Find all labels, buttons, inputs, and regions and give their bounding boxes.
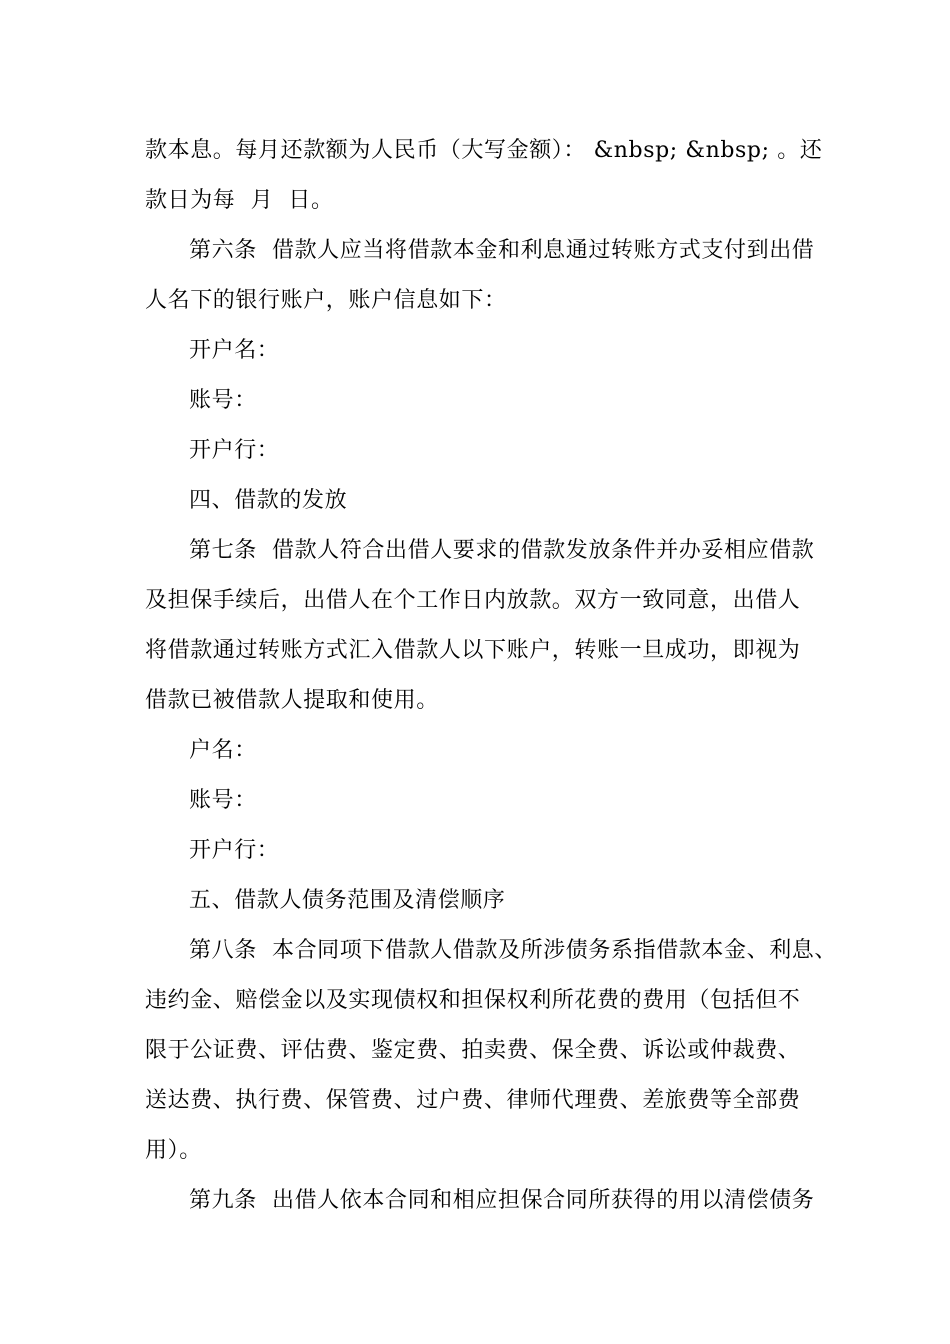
section-4-heading: 四、借款的发放 (189, 488, 348, 513)
text-line-repayment-date: 款日为每 月 日。 (145, 188, 334, 213)
article-7-paragraph-line-2: 及担保手续后，出借人在个工作日内放款。双方一致同意，出借人 (145, 588, 801, 613)
article-8-paragraph-line-3: 限于公证费、评估费、鉴定费、拍卖费、保全费、诉讼或仲裁费、 (145, 1038, 801, 1063)
article-9-paragraph: 第九条 出借人依本合同和相应担保合同所获得的用以清偿债务 (189, 1188, 815, 1213)
section-5-heading: 五、借款人债务范围及清偿顺序 (189, 888, 506, 913)
article-7-paragraph: 第七条 借款人符合出借人要求的借款发放条件并办妥相应借款 (189, 538, 815, 563)
article-8-paragraph: 第八条 本合同项下借款人借款及所涉债务系指借款本金、利息、 (189, 938, 837, 963)
field-bank-label-2: 开户行： (189, 838, 280, 863)
text-line-repayment-amount: 款本息。每月还款额为人民币（大写金额）： &nbsp; &nbsp; 。还 (145, 138, 823, 163)
field-bank-label: 开户行： (189, 438, 280, 463)
article-8-paragraph-line-2: 违约金、赔偿金以及实现债权和担保权利所花费的费用（包括但不 (145, 988, 801, 1013)
field-holder-name-label: 户名： (189, 738, 257, 763)
field-account-number-label-2: 账号： (189, 788, 257, 813)
field-account-name-label: 开户名： (189, 338, 280, 363)
article-8-paragraph-line-4: 送达费、执行费、保管费、过户费、律师代理费、差旅费等全部费 (145, 1088, 801, 1113)
article-7-paragraph-line-3: 将借款通过转账方式汇入借款人以下账户，转账一旦成功，即视为 (145, 638, 801, 663)
article-6-paragraph: 第六条 借款人应当将借款本金和利息通过转账方式支付到出借 (189, 238, 815, 263)
article-6-paragraph-continued: 人名下的银行账户，账户信息如下： (145, 288, 507, 313)
article-8-paragraph-line-5: 用）。 (145, 1138, 202, 1163)
field-account-number-label: 账号： (189, 388, 257, 413)
article-7-paragraph-line-4: 借款已被借款人提取和使用。 (145, 688, 439, 713)
